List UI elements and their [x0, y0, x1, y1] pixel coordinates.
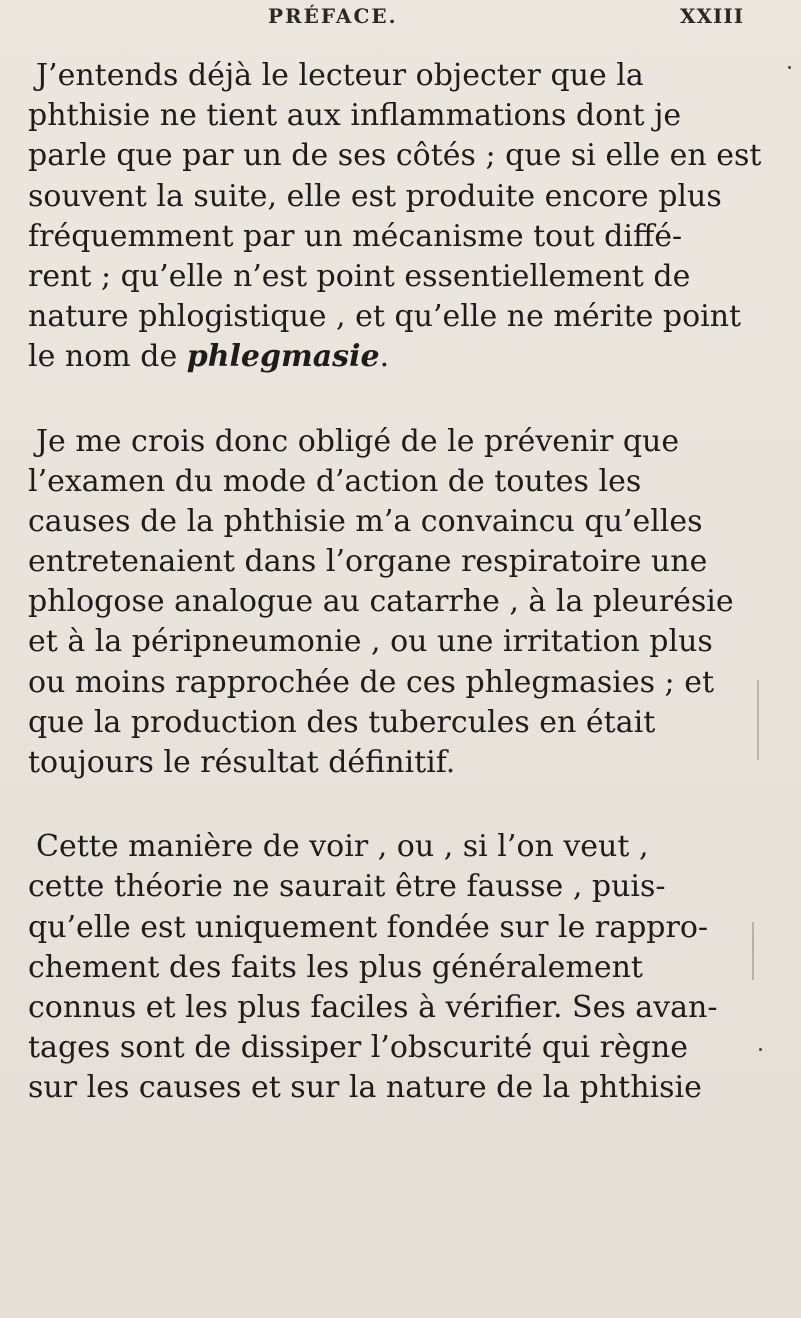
text-line: phthisie ne tient aux inflammations dont je: [28, 98, 682, 134]
text-fragment: le nom de: [28, 339, 187, 375]
text-line: Je me crois donc obligé de le prévenir que: [36, 423, 680, 459]
body-text: [28, 56, 788, 1153]
margin-print-mark: [788, 66, 791, 69]
paragraph-2: [28, 422, 788, 784]
text-fragment: .: [379, 339, 390, 375]
text-line-last: [28, 337, 788, 377]
text-line: phlogose analogue au catarrhe , à la pleurésie: [28, 584, 734, 620]
text-line: entretenaient dans l’organe respiratoire une: [28, 544, 708, 580]
margin-print-mark: [752, 922, 754, 980]
text-line: fréquemment par un mécanisme tout diffé-: [28, 218, 683, 254]
text-line: J’entends déjà le lecteur objecter que la: [36, 58, 644, 93]
text-line: que la production des tubercules en était: [28, 704, 656, 740]
text-line: souvent la suite, elle est produite encore plus: [28, 178, 722, 214]
text-line: parle que par un de ses côtés ; que si elle en est: [28, 138, 762, 174]
paragraph-1: [28, 56, 788, 378]
paragraph-3: [28, 827, 788, 1108]
text-line: Cette manière de voir , ou , si l’on veut ,: [36, 829, 649, 865]
text-line: tages sont de dissiper l’obscurité qui règne: [28, 1030, 688, 1066]
running-title: PRÉFACE.: [268, 4, 398, 28]
text-line: rent ; qu’elle n’est point essentiellement de: [28, 258, 691, 294]
text-line: cette théorie ne saurait être fausse , puis-: [28, 869, 666, 905]
text-line: causes de la phthisie m’a convaincu qu’elles: [28, 503, 703, 539]
page-number: XXIII: [680, 4, 745, 28]
text-line: sur les causes et sur la nature de la phthisie: [28, 1070, 702, 1106]
text-line: chement des faits les plus généralement: [28, 949, 643, 985]
margin-print-mark: [757, 680, 759, 760]
page-header: [0, 4, 801, 36]
margin-print-mark: [759, 1048, 762, 1051]
emphasized-term: phlegmasie: [186, 339, 380, 375]
text-line: et à la péripneumonie , ou une irritation plus: [28, 624, 713, 660]
text-line: toujours le résultat définitif.: [28, 745, 456, 780]
text-line: l’examen du mode d’action de toutes les: [28, 463, 642, 499]
text-line: connus et les plus faciles à vérifier. Ses avan-: [28, 989, 718, 1025]
text-line: nature phlogistique , et qu’elle ne mérite point: [28, 299, 742, 335]
text-line: ou moins rapprochée de ces phlegmasies ; et: [28, 664, 715, 700]
text-line: qu’elle est uniquement fondée sur le rappro-: [28, 909, 709, 945]
